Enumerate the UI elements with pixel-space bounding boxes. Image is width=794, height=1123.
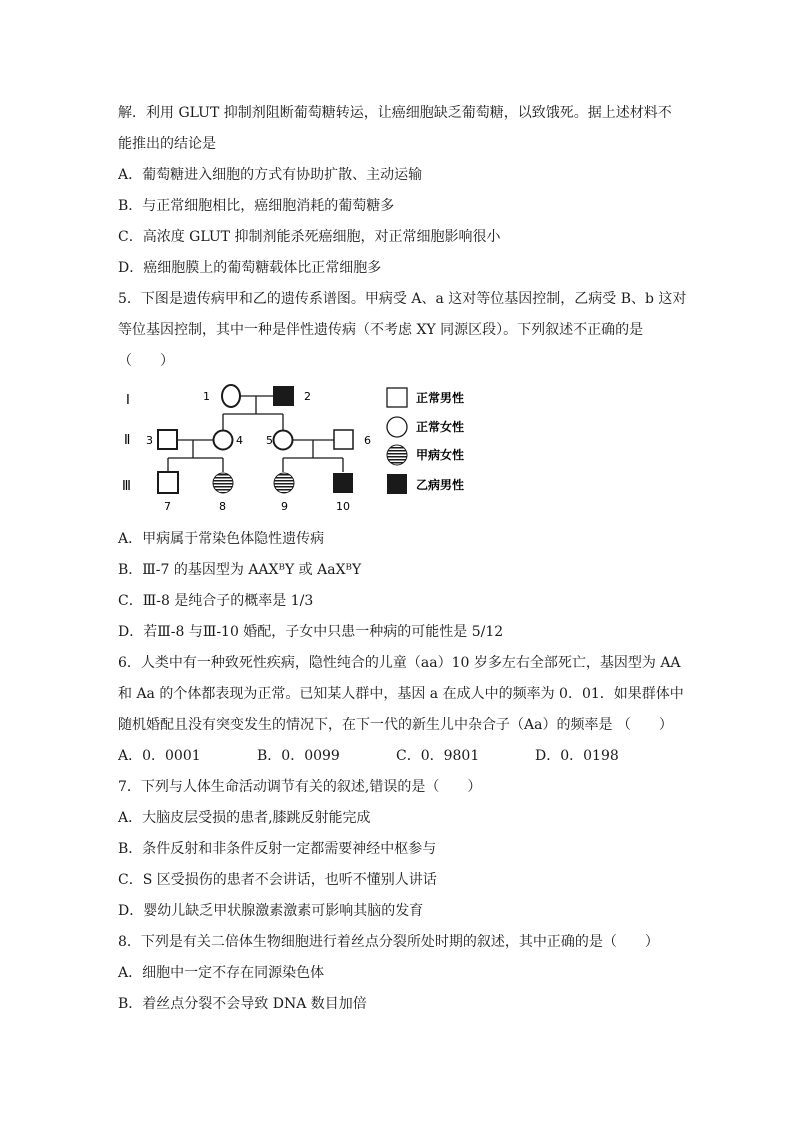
- legend-disease-b-male-label: 乙病男性: [416, 478, 465, 492]
- individual-10-disease-b-male: [333, 473, 353, 493]
- text-line-20: C．S 区受损伤的患者不会讲话，也听不懂别人讲话: [118, 872, 437, 888]
- legend-disease-a-female-icon: [387, 445, 407, 465]
- text-line-15: 和 Aa 的个体都表现为正常。已知某人群中，基因 a 在成人中的频率为 0．01．如果群体中: [118, 686, 684, 702]
- q6-option-b: B．0．0099: [257, 748, 340, 764]
- individual-6-normal-male: [334, 430, 353, 449]
- legend-normal-male-icon: [387, 388, 407, 407]
- individual-3-normal-male: [158, 430, 177, 449]
- legend-normal-female-icon: [387, 417, 407, 437]
- individual-4-normal-female: [214, 431, 233, 450]
- id-label-1: 1: [203, 390, 210, 403]
- text-line-8: 等位基因控制，其中一种是伴性遗传病（不考虑 XY 同源区段）。下列叙述不正确的是: [118, 322, 644, 338]
- q6-option-c: C．0．9801: [396, 748, 480, 764]
- individual-9-disease-a-female: [274, 473, 294, 493]
- text-line-1: 解．利用 GLUT 抑制剂阻断葡萄糖转运，让癌细胞缺乏葡萄糖，以致饿死。据上述材料不: [118, 105, 672, 121]
- q6-option-a: A．0．0001: [118, 748, 201, 764]
- id-label-10: 10: [336, 500, 350, 513]
- individual-2-affected-male: [273, 386, 294, 406]
- id-label-4: 4: [236, 434, 243, 447]
- individual-5-normal-female: [274, 431, 293, 450]
- gen-label-3: Ⅲ: [122, 479, 131, 494]
- text-line-16: 随机婚配且没有突变发生的情况下，在下一代的新生儿中杂合子（Aa）的频率是 （ ）: [118, 717, 673, 733]
- text-line-7: 5．下图是遗传病甲和乙的遗传系谱图。甲病受 A、a 这对等位基因控制，乙病受 B、b 这对: [118, 291, 687, 307]
- text-line-13: D．若Ⅲ-8 与Ⅲ-10 婚配，子女中只患一种病的可能性是 5/12: [118, 624, 504, 640]
- id-label-9: 9: [281, 500, 288, 513]
- legend-disease-a-female-label: 甲病女性: [416, 448, 465, 462]
- legend-normal-female-label: 正常女性: [416, 420, 465, 434]
- id-label-2: 2: [304, 390, 311, 403]
- id-label-7: 7: [164, 500, 171, 513]
- text-line-6: D．癌细胞膜上的葡萄糖载体比正常细胞多: [118, 260, 382, 276]
- pedigree-chart: [118, 378, 478, 518]
- pedigree-lines: [168, 396, 343, 472]
- q6-options: [118, 747, 619, 765]
- q6-option-d: D．0．0198: [535, 748, 619, 764]
- gen-label-1: Ⅰ: [126, 393, 130, 408]
- text-line-17: 7．下列与人体生命活动调节有关的叙述,错误的是（ ）: [118, 779, 482, 795]
- gen-label-2: Ⅱ: [124, 433, 131, 448]
- text-line-5: C．高浓度 GLUT 抑制剂能杀死癌细胞，对正常细胞影响很小: [118, 229, 501, 245]
- id-label-3: 3: [146, 434, 153, 447]
- text-line-24: B．着丝点分裂不会导致 DNA 数目加倍: [118, 996, 367, 1012]
- text-line-12: C．Ⅲ-8 是纯合子的概率是 1/3: [118, 593, 314, 609]
- text-line-18: A．大脑皮层受损的患者,膝跳反射能完成: [118, 810, 371, 826]
- legend-normal-male-label: 正常男性: [416, 391, 465, 405]
- id-label-8: 8: [219, 500, 226, 513]
- individual-1-normal-female: [222, 385, 240, 407]
- text-line-14: 6．人类中有一种致死性疾病，隐性纯合的儿童（aa）10 岁多左右全部死亡，基因型为 AA: [118, 655, 681, 671]
- legend-disease-b-male-icon: [387, 474, 407, 494]
- text-line-11: B．Ⅲ-7 的基因型为 AAXᴮY 或 AaXᴮY: [118, 562, 362, 578]
- individual-8-disease-a-female: [213, 473, 233, 493]
- text-line-22: 8．下列是有关二倍体生物细胞进行着丝点分裂所处时期的叙述，其中正确的是（ ）: [118, 934, 659, 950]
- text-line-23: A．细胞中一定不存在同源染色体: [118, 965, 325, 981]
- text-line-19: B．条件反射和非条件反射一定都需要神经中枢参与: [118, 841, 437, 857]
- text-line-10: A．甲病属于常染色体隐性遗传病: [118, 531, 325, 547]
- text-line-4: B．与正常细胞相比，癌细胞消耗的葡萄糖多: [118, 198, 395, 214]
- text-line-21: D．婴幼儿缺乏甲状腺激素激素可影响其脑的发育: [118, 903, 424, 919]
- text-line-3: A．葡萄糖进入细胞的方式有协助扩散、主动运输: [118, 167, 423, 183]
- id-label-6: 6: [364, 434, 371, 447]
- individual-7-normal-male: [158, 472, 178, 493]
- text-line-9: （ ）: [118, 353, 174, 369]
- id-label-5: 5: [266, 434, 273, 447]
- text-line-2: 能推出的结论是: [118, 136, 216, 152]
